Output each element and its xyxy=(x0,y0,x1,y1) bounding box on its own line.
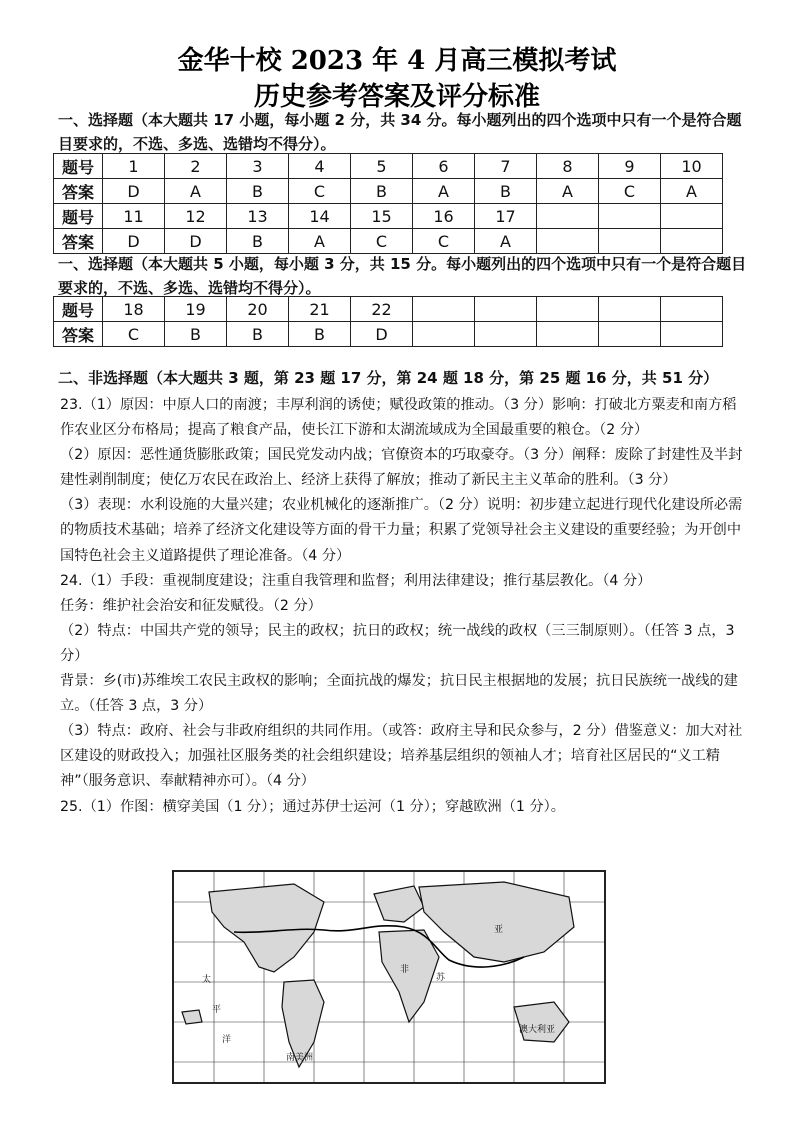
world-map xyxy=(172,870,606,1084)
cell: C xyxy=(289,179,351,204)
cell: 1 xyxy=(103,154,165,179)
cell: 2 xyxy=(165,154,227,179)
map-label: 洋 xyxy=(222,1035,232,1045)
cell xyxy=(661,297,723,322)
cell xyxy=(413,297,475,322)
answer-paragraph: 25.（1）作图：横穿美国（1 分）；通过苏伊士运河（1 分）；穿越欧洲（1 分）。 xyxy=(60,798,565,815)
cell: 14 xyxy=(289,204,351,229)
answer-paragraph: （2）原因：恶性通货膨胀政策；国民党发动内战；官僚资本的巧取豪夺。（3 分）阐释：废除了封建性及半封建性剥削制度；使亿万农民在政治上、经济上获得了解放；推动了新民主主义革命的胜利。（3 分） xyxy=(60,447,743,489)
cell: 16 xyxy=(413,204,475,229)
cell: B xyxy=(289,322,351,347)
map-label: 苏 xyxy=(436,973,446,983)
cell: 12 xyxy=(165,204,227,229)
cell xyxy=(537,322,599,347)
cell: 7 xyxy=(475,154,537,179)
cell: D xyxy=(165,229,227,254)
map-label: 亚 xyxy=(494,925,504,935)
cell: A xyxy=(661,179,723,204)
section2-heading: 二、非选择题（本大题共 3 题，第 23 题 17 分，第 24 题 18 分，第 25 题 16 分，共 51 分） xyxy=(58,369,719,387)
map-label: 平 xyxy=(212,1005,222,1015)
cell: 21 xyxy=(289,297,351,322)
cell xyxy=(599,204,661,229)
cell: D xyxy=(103,179,165,204)
cell: 15 xyxy=(351,204,413,229)
cell: B xyxy=(227,179,289,204)
cell: B xyxy=(475,179,537,204)
answer-table-2 xyxy=(53,296,723,347)
cell: C xyxy=(599,179,661,204)
cell: 19 xyxy=(165,297,227,322)
answer-paragraph: 任务：维护社会治安和征发赋役。（2 分） xyxy=(60,597,322,614)
cell: 22 xyxy=(351,297,413,322)
table-row xyxy=(54,179,723,204)
row-label-a: 答案 xyxy=(54,322,103,347)
cell: B xyxy=(227,322,289,347)
section1b-heading: 一、选择题（本大题共 5 小题，每小题 3 分，共 15 分。每小题列出的四个选项中只有一个是符合题目要求的，不选、多选、选错均不得分）。 xyxy=(58,255,747,297)
cell: 9 xyxy=(599,154,661,179)
row-label-q: 题号 xyxy=(54,297,103,322)
answer-paragraph: 24.（1）手段：重视制度建设；注重自我管理和监督；利用法律建设；推行基层教化。（4 分） xyxy=(60,572,652,589)
cell: A xyxy=(537,179,599,204)
cell xyxy=(661,229,723,254)
map-label: 太 xyxy=(202,975,212,985)
cell: 4 xyxy=(289,154,351,179)
row-label-a: 答案 xyxy=(54,179,103,204)
cell: 8 xyxy=(537,154,599,179)
page-subtitle: 历史参考答案及评分标准 xyxy=(253,82,540,112)
section1-heading: 一、选择题（本大题共 17 小题，每小题 2 分，共 34 分。每小题列出的四个选项中只有一个是符合题目要求的，不选、多选、选错均不得分）。 xyxy=(58,111,742,153)
map-label: 南美洲 xyxy=(286,1053,314,1063)
cell xyxy=(599,322,661,347)
cell: B xyxy=(165,322,227,347)
cell: A xyxy=(165,179,227,204)
cell: 11 xyxy=(103,204,165,229)
cell xyxy=(475,297,537,322)
world-map-svg xyxy=(174,872,604,1082)
cell: 10 xyxy=(661,154,723,179)
cell: A xyxy=(289,229,351,254)
map-label: 非 xyxy=(400,965,410,975)
answer-paragraph: （3）表现：水利设施的大量兴建；农业机械化的逐渐推广。（2 分）说明：初步建立起进行现代化建设所必需的物质技术基础；培养了经济文化建设等方面的骨干力量；积累了党领导社会主义建设的重要经验；为开创中国特色社会主义道路提供了理论准备。（4 分） xyxy=(60,497,743,564)
cell: 17 xyxy=(475,204,537,229)
cell xyxy=(537,297,599,322)
cell xyxy=(475,322,537,347)
row-label-q: 题号 xyxy=(54,204,103,229)
answer-paragraph: 23.（1）原因：中原人口的南渡；丰厚利润的诱使；赋役政策的推动。（3 分）影响：打破北方粟麦和南方稻作农业区分布格局；提高了粮食产品，使长江下游和太湖流域成为全国最重要的粮仓。（2 分） xyxy=(60,397,737,439)
answer-table-1 xyxy=(53,153,723,254)
cell: C xyxy=(351,229,413,254)
cell: D xyxy=(351,322,413,347)
table-row xyxy=(54,297,723,322)
table-row xyxy=(54,322,723,347)
cell xyxy=(661,204,723,229)
answer-body xyxy=(60,393,750,820)
cell xyxy=(537,204,599,229)
row-label-a: 答案 xyxy=(54,229,103,254)
cell: D xyxy=(103,229,165,254)
page-title: 金华十校 2023 年 4 月高三模拟考试 xyxy=(177,46,617,76)
cell xyxy=(413,322,475,347)
cell: 13 xyxy=(227,204,289,229)
answer-paragraph: 背景：乡(市)苏维埃工农民主政权的影响；全面抗战的爆发；抗日民主根据地的发展；抗日民族统一战线的建立。（任答 3 点，3 分） xyxy=(60,673,738,715)
cell: 3 xyxy=(227,154,289,179)
answer-paragraph: （2）特点：中国共产党的领导；民主的政权；抗日的政权；统一战线的政权（三三制原则）。（任答 3 点，3 分） xyxy=(60,622,735,664)
cell: C xyxy=(413,229,475,254)
cell: A xyxy=(475,229,537,254)
row-label-q: 题号 xyxy=(54,154,103,179)
cell xyxy=(599,297,661,322)
cell xyxy=(661,322,723,347)
cell: B xyxy=(351,179,413,204)
cell: A xyxy=(413,179,475,204)
table-row xyxy=(54,154,723,179)
table-row xyxy=(54,229,723,254)
cell: 18 xyxy=(103,297,165,322)
answer-paragraph: （3）特点：政府、社会与非政府组织的共同作用。（或答：政府主导和民众参与，2 分）借鉴意义：加大对社区建设的财政投入；加强社区服务类的社会组织建设；培养基层组织的领袖人才；培育社区居民的“义工精神”（服务意识、奉献精神亦可）。（4 分） xyxy=(60,723,743,790)
table-row xyxy=(54,204,723,229)
cell: 20 xyxy=(227,297,289,322)
cell xyxy=(537,229,599,254)
cell: 6 xyxy=(413,154,475,179)
cell xyxy=(599,229,661,254)
cell: C xyxy=(103,322,165,347)
cell: 5 xyxy=(351,154,413,179)
cell: B xyxy=(227,229,289,254)
map-label: 澳大利亚 xyxy=(519,1025,556,1035)
